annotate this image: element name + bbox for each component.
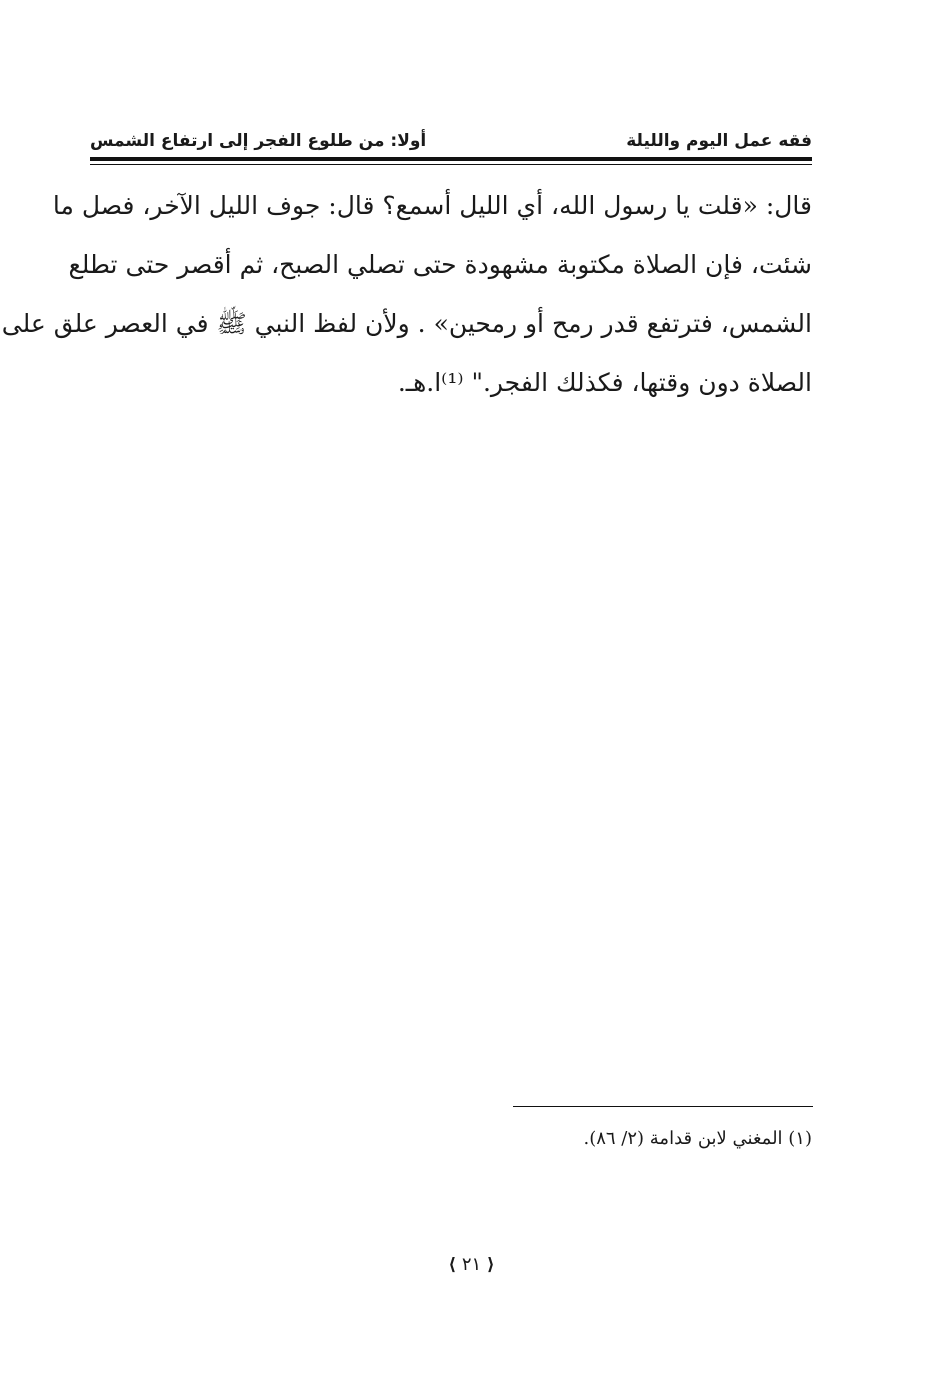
- running-header: [90, 128, 812, 154]
- header-book-title: فقه عمل اليوم والليلة: [626, 131, 812, 151]
- page-number: ٢١: [461, 1254, 482, 1275]
- header-rule-thin: [90, 164, 812, 165]
- header-rule-thick: [90, 157, 812, 161]
- header-chapter-title: أولا: من طلوع الفجر إلى ارتفاع الشمس: [90, 131, 427, 151]
- text-line: الشمس، فترتفع قدر رمح أو رمحين» . ولأن لفظ النبي ﷺ في العصر علق على: [1, 309, 812, 338]
- footnote: (١) المغني لابن قدامة (٢/ ٨٦).: [583, 1128, 812, 1149]
- page-number-block: [0, 1250, 943, 1280]
- page-ornament-left-icon: ⟨: [448, 1255, 457, 1275]
- text-line: الصلاة دون وقتها، فكذلك الفجر." ⁽¹⁾ا.هـ.: [397, 368, 812, 397]
- text-line: قال: «قلت يا رسول الله، أي الليل أسمع؟ قال: جوف الليل الآخر، فصل ما: [52, 191, 812, 220]
- page-ornament-right-icon: ⟩: [486, 1255, 495, 1275]
- footnote-separator: [513, 1106, 813, 1107]
- text-line: شئت، فإن الصلاة مكتوبة مشهودة حتى تصلي الصبح، ثم أقصر حتى تطلع: [68, 250, 812, 279]
- main-text: [1, 176, 812, 412]
